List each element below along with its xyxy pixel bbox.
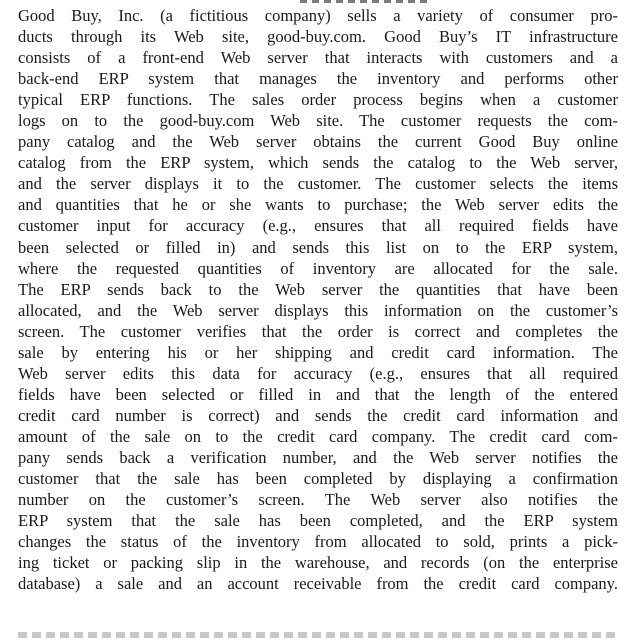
text-line: pany sends back a verification number, and the Web server notifies the: [18, 447, 618, 467]
cropped-heading-fragment: [300, 0, 430, 3]
text-line: typical ERP functions. The sales order process begins when a customer: [18, 90, 618, 110]
text-line: allocated, and the Web server displays this information on the customer’s: [18, 300, 618, 320]
text-line: Web server edits this data for accuracy (e.g., ensures that all required: [18, 363, 618, 383]
text-line: database) a sale and an account receivable from the credit card company.: [18, 574, 618, 594]
text-line: customer that the sale has been completed by displaying a confirmation: [18, 469, 618, 489]
text-line: been selected or filled in) and sends this list on to the ERP system,: [18, 237, 618, 257]
body-paragraph: [18, 5, 618, 594]
text-line: pany catalog and the Web server obtains the current Good Buy online: [18, 132, 618, 152]
text-line: The ERP sends back to the Web server the quantities that have been: [18, 279, 618, 299]
text-line: back-end ERP system that manages the inventory and performs other: [18, 69, 618, 89]
text-line: amount of the sale on to the credit card company. The credit card com-: [18, 426, 618, 446]
text-line: and the server displays it to the customer. The customer selects the items: [18, 174, 618, 194]
text-line: ducts through its Web site, good-buy.com. Good Buy’s IT infrastructure: [18, 27, 618, 47]
text-line: where the requested quantities of inventory are allocated for the sale.: [18, 258, 618, 278]
cropped-footer-fragment: [18, 632, 618, 638]
text-line: logs on to the good-buy.com Web site. The customer requests the com-: [18, 111, 618, 131]
text-line: ing ticket or packing slip in the warehouse, and records (on the enterprise: [18, 553, 618, 573]
text-line: fields have been selected or filled in and that the length of the entered: [18, 384, 618, 404]
text-line: number on the customer’s screen. The Web server also notifies the: [18, 490, 618, 510]
text-line: Good Buy, Inc. (a fictitious company) sells a variety of consumer pro-: [18, 6, 618, 25]
text-line: and quantities that he or she wants to purchase; the Web server edits the: [18, 195, 618, 215]
text-line: ERP system that the sale has been completed, and the ERP system: [18, 511, 618, 531]
text-line: changes the status of the inventory from allocated to sold, prints a pick-: [18, 532, 618, 552]
text-line: credit card number is correct) and sends the credit card information and: [18, 405, 618, 425]
text-line: screen. The customer verifies that the order is correct and completes the: [18, 321, 618, 341]
text-line: customer input for accuracy (e.g., ensures that all required fields have: [18, 216, 618, 236]
text-line: consists of a front-end Web server that interacts with customers and a: [18, 48, 618, 68]
text-line: catalog from the ERP system, which sends the catalog to the Web server,: [18, 153, 618, 173]
text-line: sale by entering his or her shipping and credit card information. The: [18, 342, 618, 362]
